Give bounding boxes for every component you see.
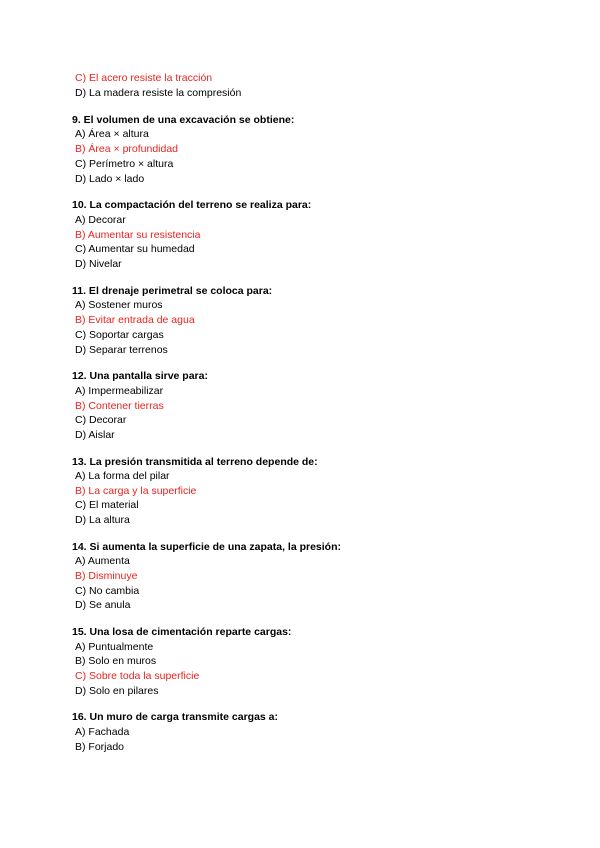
option-13-d: D) La altura — [75, 514, 130, 526]
option-10-a: A) Decorar — [75, 214, 126, 226]
option-9-b: B) Área × profundidad — [75, 143, 179, 155]
option-14-a: A) Aumenta — [75, 555, 130, 567]
question-12: 12. Una pantalla sirve para: — [72, 370, 208, 382]
question-13: 13. La presión transmitida al terreno depende de: — [72, 456, 318, 468]
option-16-b: B) Forjado — [75, 741, 125, 753]
option-11-b: B) Evitar entrada de agua — [75, 314, 195, 326]
option-15-d: D) Solo en pilares — [75, 685, 159, 697]
question-10: 10. La compactación del terreno se realiza para: — [72, 199, 312, 211]
option-14-c: C) No cambia — [75, 585, 140, 597]
option-14-d: D) Se anula — [75, 599, 131, 611]
option-12-a: A) Impermeabilizar — [75, 385, 164, 397]
option-15-c: C) Sobre toda la superficie — [75, 670, 200, 682]
question-9: 9. El volumen de una excavación se obtiene: — [72, 114, 295, 126]
option-10-b: B) Aumentar su resistencia — [75, 229, 201, 241]
option-13-a: A) La forma del pilar — [75, 470, 170, 482]
option-16-a: A) Fachada — [75, 726, 130, 738]
option-11-c: C) Soportar cargas — [75, 329, 164, 341]
option-14-b: B) Disminuye — [75, 570, 138, 582]
option-12-b: B) Contener tierras — [75, 400, 164, 412]
option-10-c: C) Aumentar su humedad — [75, 243, 195, 255]
question-15: 15. Una losa de cimentación reparte cargas: — [72, 626, 292, 638]
option-15-b: B) Solo en muros — [75, 655, 157, 667]
option-10-d: D) Nivelar — [75, 258, 122, 270]
option-13-c: C) El material — [75, 499, 139, 511]
option-9-d: D) Lado × lado — [75, 173, 145, 185]
option-13-b: B) La carga y la superficie — [75, 485, 197, 497]
question-16: 16. Un muro de carga transmite cargas a: — [72, 711, 278, 723]
option-9-a: A) Área × altura — [75, 128, 149, 140]
option-8-d: D) La madera resiste la compresión — [75, 87, 242, 99]
option-11-a: A) Sostener muros — [75, 299, 163, 311]
question-14: 14. Si aumenta la superficie de una zapata, la presión: — [72, 541, 342, 553]
option-12-d: D) Aislar — [75, 429, 115, 441]
option-8-c: C) El acero resiste la tracción — [75, 72, 213, 84]
option-12-c: C) Decorar — [75, 414, 127, 426]
option-15-a: A) Puntualmente — [75, 641, 154, 653]
option-11-d: D) Separar terrenos — [75, 344, 168, 356]
option-9-c: C) Perímetro × altura — [75, 158, 174, 170]
question-11: 11. El drenaje perimetral se coloca para: — [72, 285, 273, 297]
